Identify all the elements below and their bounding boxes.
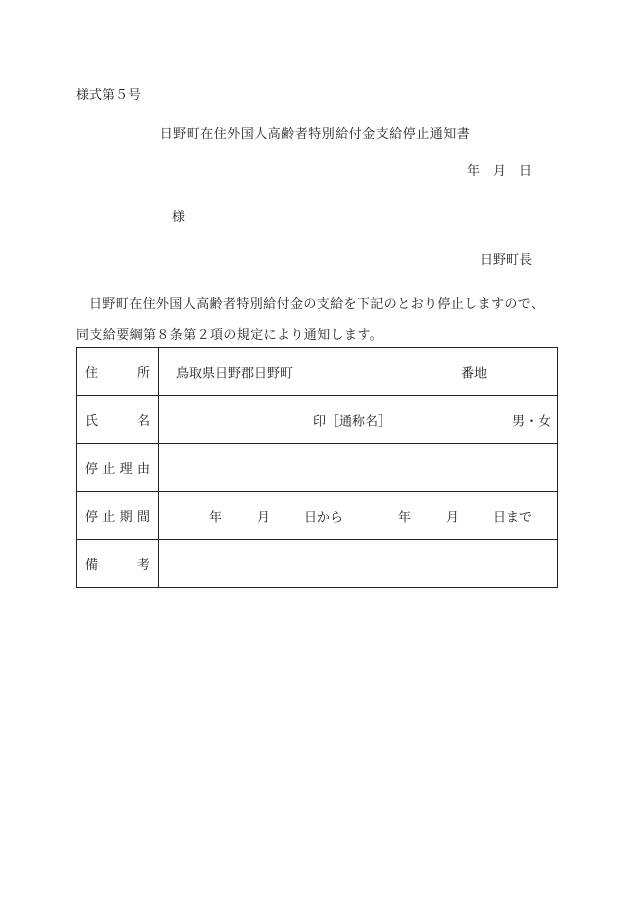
name-label: 氏 名 xyxy=(77,396,159,444)
period-from-month: 月 xyxy=(257,510,271,525)
name-row xyxy=(77,396,558,444)
period-to-day: 日まで xyxy=(493,510,533,525)
reason-value[interactable] xyxy=(159,444,558,492)
address-label: 住 所 xyxy=(77,348,159,396)
period-value[interactable] xyxy=(159,492,558,540)
issue-date: 年 月 日 xyxy=(466,164,532,179)
remarks-label: 備 考 xyxy=(77,540,159,588)
issuer: 日野町長 xyxy=(479,253,532,268)
remarks-row xyxy=(77,540,558,588)
name-value[interactable] xyxy=(159,396,558,444)
recipient-suffix: 様 xyxy=(172,210,186,225)
sex-choice: 男・女 xyxy=(511,414,551,429)
period-row xyxy=(77,492,558,540)
period-from-year: 年 xyxy=(209,510,223,525)
remarks-value[interactable] xyxy=(159,540,558,588)
address-banchi: 番地 xyxy=(461,366,488,381)
address-row xyxy=(77,348,558,396)
address-value[interactable] xyxy=(159,348,558,396)
period-from-day: 日から xyxy=(304,510,344,525)
reason-row xyxy=(77,444,558,492)
address-prefix: 鳥取県日野郡日野町 xyxy=(176,366,294,381)
form-number: 様式第５号 xyxy=(76,88,142,103)
period-to-year: 年 xyxy=(398,510,412,525)
period-label: 停 止 期 間 xyxy=(77,492,159,540)
period-to-month: 月 xyxy=(446,510,460,525)
reason-label: 停 止 理 由 xyxy=(77,444,159,492)
seal-mark: 印［通称名］ xyxy=(313,414,392,429)
notice-table xyxy=(76,347,558,588)
document-title: 日野町在住外国人高齢者特別給付金支給停止通知書 xyxy=(159,127,471,142)
notice-body: 日野町在住外国人高齢者特別給付金の支給を下記のとおり停止しますので、同支給要綱第８条第２項の規定により通知します。 xyxy=(76,297,545,343)
